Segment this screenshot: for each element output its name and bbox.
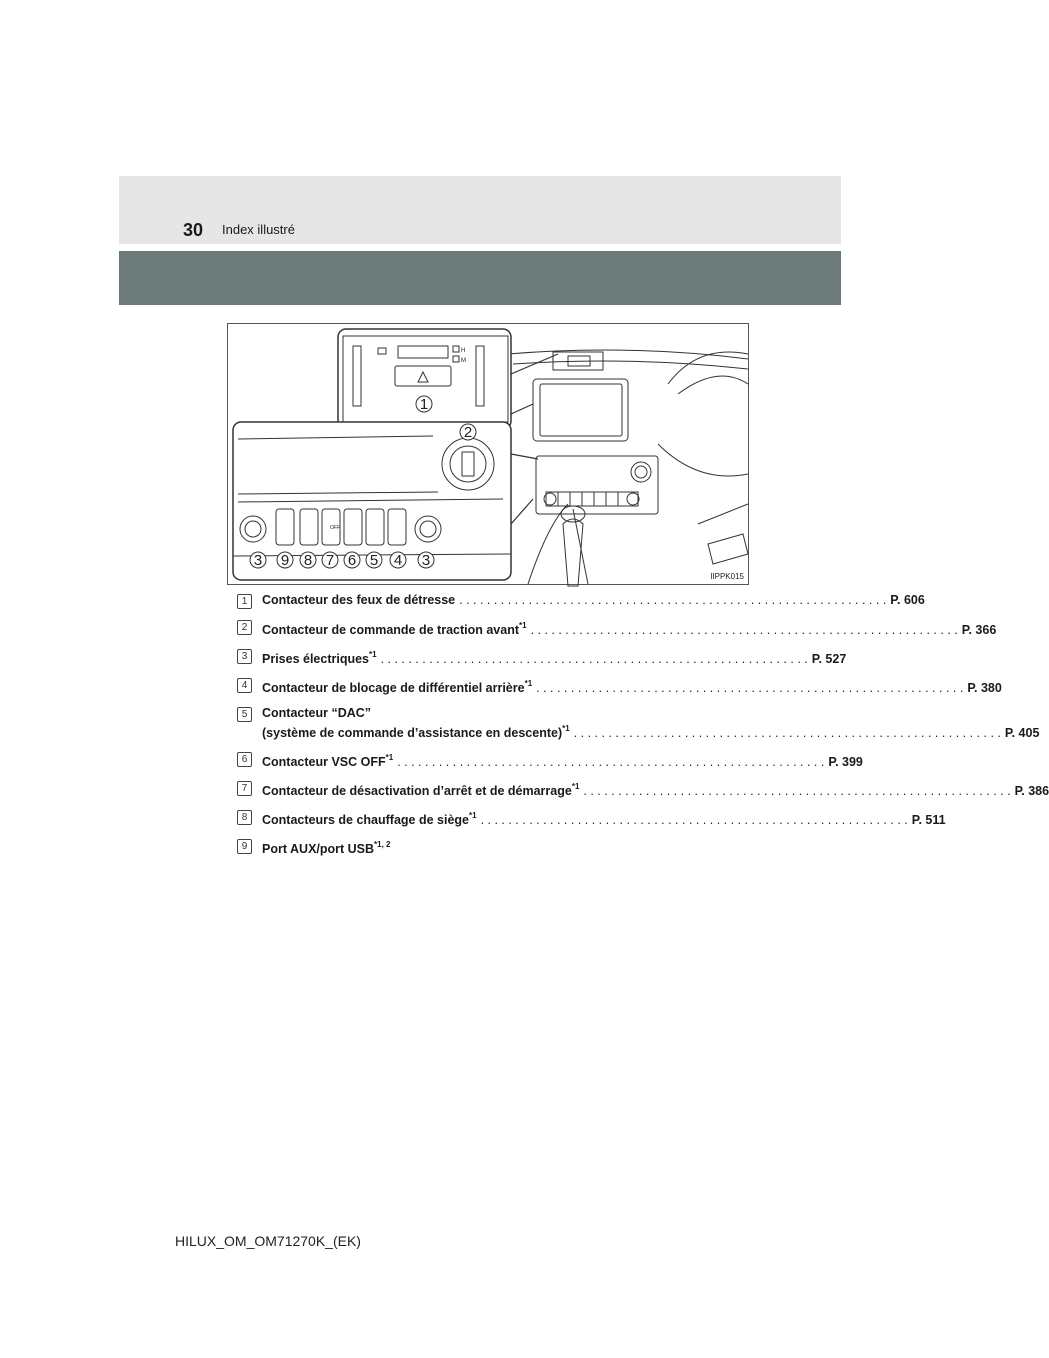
callout-3-left: 3 xyxy=(253,552,263,569)
footnote-marker: *1 xyxy=(469,811,477,820)
item-label-line2: (système de commande d’assistance en descente) xyxy=(262,726,563,740)
page-reference[interactable]: P. 399 xyxy=(828,755,863,769)
item-number: 3 xyxy=(237,649,252,664)
list-item xyxy=(237,647,847,667)
callout-8: 8 xyxy=(303,552,313,569)
leader-dots xyxy=(531,622,958,638)
page-reference[interactable]: P. 511 xyxy=(911,813,946,827)
item-label: Contacteur VSC OFF xyxy=(262,755,386,769)
footnote-marker: *1 xyxy=(369,650,377,659)
leader-dots xyxy=(481,812,908,828)
leader-dots xyxy=(574,725,1001,741)
callout-2: 2 xyxy=(463,424,473,441)
item-number: 7 xyxy=(237,781,252,796)
leader-dots xyxy=(397,754,824,770)
figure-code: IIPPK015 xyxy=(710,572,744,581)
item-number: 5 xyxy=(237,707,252,722)
item-number: 2 xyxy=(237,620,252,635)
document-code: HILUX_OM_OM71270K_(EK) xyxy=(175,1233,361,1249)
callout-1: 1 xyxy=(419,396,429,413)
page-reference[interactable]: P. 380 xyxy=(967,681,1002,695)
footnote-marker: *1 xyxy=(519,621,527,630)
footnote-marker: *1 xyxy=(524,679,533,688)
leader-dots xyxy=(381,651,808,667)
page-reference[interactable]: P. 606 xyxy=(890,593,925,607)
item-label: Contacteur des feux de détresse xyxy=(262,593,456,607)
item-list xyxy=(237,592,1049,866)
item-label: Contacteur “DAC” xyxy=(262,706,372,720)
item-label: Port AUX/port USB xyxy=(262,842,375,856)
footnote-marker: *1 xyxy=(571,782,580,791)
item-number: 9 xyxy=(237,839,252,854)
item-label: Contacteur de blocage de différentiel arrière xyxy=(262,681,525,695)
callout-3-right: 3 xyxy=(421,552,431,569)
callout-6: 6 xyxy=(347,552,357,569)
dashboard-drawing xyxy=(228,324,750,586)
list-item xyxy=(237,750,863,770)
leader-dots xyxy=(536,680,963,696)
leader-dots xyxy=(583,783,1010,799)
item-number: 8 xyxy=(237,810,252,825)
list-item xyxy=(237,705,1040,741)
callout-5: 5 xyxy=(369,552,379,569)
list-item xyxy=(237,779,1049,799)
page-reference[interactable]: P. 386 xyxy=(1014,784,1049,798)
item-number: 4 xyxy=(237,678,252,693)
page-reference[interactable]: P. 366 xyxy=(961,623,997,637)
footnote-marker: *1 xyxy=(562,724,570,733)
medium-label: M xyxy=(461,358,466,364)
item-label: Prises électriques xyxy=(262,652,370,666)
section-title: Index illustré xyxy=(222,222,295,237)
page-reference[interactable]: P. 527 xyxy=(811,652,847,666)
item-label: Contacteurs de chauffage de siège xyxy=(262,813,470,827)
callout-4: 4 xyxy=(393,552,403,569)
callout-9: 9 xyxy=(280,552,290,569)
section-banner xyxy=(119,251,841,305)
footnote-marker: *1 xyxy=(385,753,394,762)
footnote-marker: *1, 2 xyxy=(374,840,391,849)
list-item xyxy=(237,592,925,609)
callout-7: 7 xyxy=(325,552,335,569)
dashboard-illustration xyxy=(227,323,749,585)
list-item xyxy=(237,676,1002,696)
off-label: OFF xyxy=(330,525,340,531)
page-number: 30 xyxy=(183,220,204,240)
leader-dots xyxy=(459,592,886,608)
page-reference[interactable]: P. 405 xyxy=(1004,726,1040,740)
high-label: H xyxy=(461,348,466,354)
list-item xyxy=(237,618,997,638)
list-item xyxy=(237,837,727,857)
item-label: Contacteur de désactivation d’arrêt et de démarrage xyxy=(262,784,572,798)
item-number: 1 xyxy=(237,594,252,609)
item-number: 6 xyxy=(237,752,252,767)
item-label: Contacteur de commande de traction avant xyxy=(262,623,520,637)
list-item xyxy=(237,808,946,828)
